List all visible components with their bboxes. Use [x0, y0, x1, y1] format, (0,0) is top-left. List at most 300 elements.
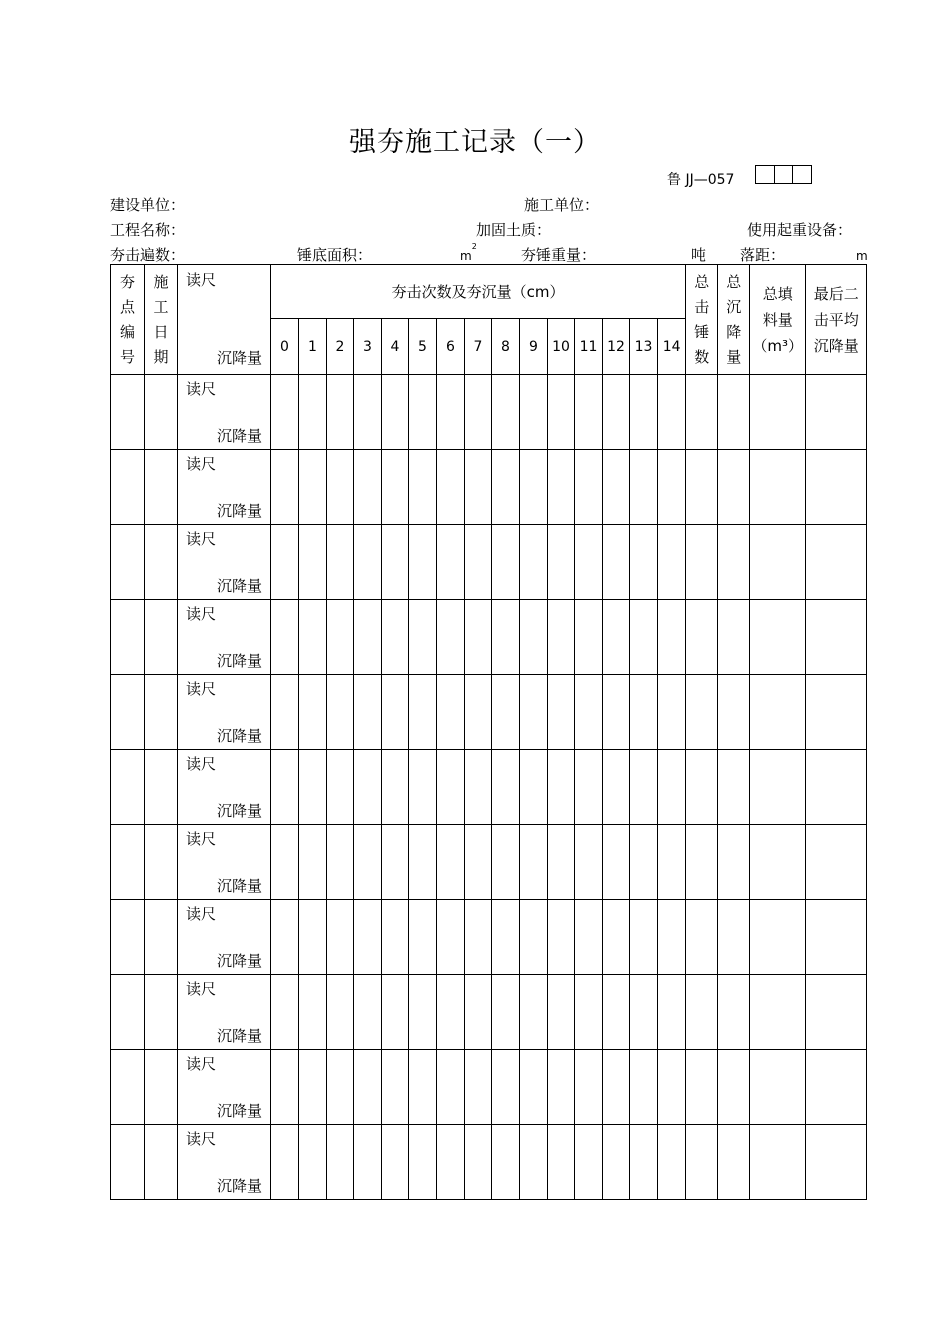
blow-cell[interactable]: [520, 900, 548, 975]
hammer-area-blank[interactable]: [372, 250, 460, 265]
last-two-avg-cell[interactable]: [806, 675, 867, 750]
blow-cell[interactable]: [271, 900, 299, 975]
blow-cell[interactable]: [492, 750, 520, 825]
reading-settlement-cell: [178, 900, 271, 975]
blow-cell[interactable]: [437, 750, 465, 825]
point-number-cell[interactable]: [111, 450, 145, 525]
blow-cell[interactable]: [520, 750, 548, 825]
blows-header: 夯击次数及夯沉量（cm）: [271, 265, 686, 319]
table-row: [111, 450, 867, 525]
total-fill-cell[interactable]: [750, 750, 806, 825]
blow-cell[interactable]: [354, 1125, 382, 1200]
total-fill-cell[interactable]: [750, 825, 806, 900]
settlement-label: 沉降量: [216, 1177, 262, 1195]
blow-cell[interactable]: [630, 750, 658, 825]
blow-cell[interactable]: [382, 1125, 409, 1200]
blow-cell[interactable]: [327, 975, 354, 1050]
blow-cell[interactable]: [299, 525, 327, 600]
point-number-cell[interactable]: [111, 1125, 145, 1200]
hammer-weight-blank[interactable]: [596, 250, 691, 265]
blow-cell[interactable]: [327, 750, 354, 825]
equipment-label: 使用起重设备：: [747, 221, 853, 239]
total-blows-cell[interactable]: [686, 900, 718, 975]
blow-cell[interactable]: [271, 675, 299, 750]
blow-number-2: 2: [327, 319, 354, 375]
blow-cell[interactable]: [354, 525, 382, 600]
settlement-label: 沉降量: [216, 502, 262, 520]
blow-cell[interactable]: [575, 675, 603, 750]
point-number-cell[interactable]: [111, 675, 145, 750]
blow-cell[interactable]: [437, 600, 465, 675]
blow-cell[interactable]: [437, 1125, 465, 1200]
record-table: [110, 264, 867, 1200]
blow-cell[interactable]: [492, 975, 520, 1050]
blow-cell[interactable]: [548, 675, 575, 750]
total-settlement-cell[interactable]: [718, 1050, 750, 1125]
blow-cell[interactable]: [354, 450, 382, 525]
hammer-area-field[interactable]: [297, 244, 477, 265]
blow-cell[interactable]: [492, 675, 520, 750]
reading-label: 读尺: [186, 1130, 217, 1148]
last-two-avg-cell[interactable]: [806, 600, 867, 675]
point-number-cell[interactable]: [111, 375, 145, 450]
blow-cell[interactable]: [520, 1125, 548, 1200]
drop-field[interactable]: [740, 244, 868, 265]
blow-cell[interactable]: [520, 975, 548, 1050]
blow-cell[interactable]: [465, 825, 492, 900]
blow-cell[interactable]: [271, 750, 299, 825]
blow-cell[interactable]: [492, 825, 520, 900]
point-number-cell[interactable]: [111, 900, 145, 975]
blow-cell[interactable]: [437, 375, 465, 450]
blow-cell[interactable]: [465, 450, 492, 525]
blow-cell[interactable]: [327, 1125, 354, 1200]
blow-cell[interactable]: [409, 825, 437, 900]
blow-cell[interactable]: [465, 675, 492, 750]
blow-cell[interactable]: [658, 525, 686, 600]
blow-cell[interactable]: [382, 600, 409, 675]
blow-cell[interactable]: [354, 675, 382, 750]
blow-cell[interactable]: [382, 825, 409, 900]
blow-cell[interactable]: [630, 375, 658, 450]
blow-cell[interactable]: [354, 1050, 382, 1125]
total-settlement-cell[interactable]: [718, 750, 750, 825]
blow-cell[interactable]: [520, 675, 548, 750]
last-two-avg-cell[interactable]: [806, 1125, 867, 1200]
blow-cell[interactable]: [630, 975, 658, 1050]
blow-cell[interactable]: [271, 525, 299, 600]
reading-label: 读尺: [186, 530, 217, 548]
blow-number-3: 3: [354, 319, 382, 375]
blow-cell[interactable]: [520, 825, 548, 900]
reading-label: 读尺: [186, 755, 217, 773]
blow-cell[interactable]: [437, 675, 465, 750]
blow-cell[interactable]: [327, 525, 354, 600]
reading-label: 读尺: [186, 380, 217, 398]
blow-cell[interactable]: [658, 900, 686, 975]
blow-cell[interactable]: [658, 750, 686, 825]
blow-cell[interactable]: [299, 1050, 327, 1125]
blow-cell[interactable]: [299, 975, 327, 1050]
total-fill-cell[interactable]: [750, 1050, 806, 1125]
blow-cell[interactable]: [492, 525, 520, 600]
blow-cell[interactable]: [575, 1050, 603, 1125]
reading-label: 读尺: [186, 455, 217, 473]
point-number-cell[interactable]: [111, 1050, 145, 1125]
total-blows-cell[interactable]: [686, 525, 718, 600]
blow-number-14: 14: [658, 319, 686, 375]
blow-cell[interactable]: [630, 450, 658, 525]
blow-cell[interactable]: [630, 1125, 658, 1200]
blow-cell[interactable]: [299, 375, 327, 450]
table-row: [111, 375, 867, 450]
total-settlement-cell[interactable]: [718, 975, 750, 1050]
table-row: [111, 900, 867, 975]
total-fill-cell[interactable]: [750, 1125, 806, 1200]
blow-cell[interactable]: [548, 375, 575, 450]
total-settlement-cell[interactable]: [718, 375, 750, 450]
blow-cell[interactable]: [630, 825, 658, 900]
reading-settlement-cell: [178, 1125, 271, 1200]
reading-settlement-cell: [178, 825, 271, 900]
blow-cell[interactable]: [409, 450, 437, 525]
blow-number-9: 9: [520, 319, 548, 375]
blow-cell[interactable]: [271, 375, 299, 450]
reading-settlement-cell: [178, 450, 271, 525]
total-blows-cell[interactable]: [686, 750, 718, 825]
blow-cell[interactable]: [299, 825, 327, 900]
blow-cell[interactable]: [409, 1125, 437, 1200]
col-total-blows: 总 击 锤 数: [686, 265, 718, 375]
drop-unit: m: [856, 249, 868, 263]
blow-cell[interactable]: [548, 525, 575, 600]
total-settlement-cell[interactable]: [718, 900, 750, 975]
settlement-label: 沉降量: [216, 1027, 262, 1045]
settlement-label: 沉降量: [216, 727, 262, 745]
blow-cell[interactable]: [271, 1050, 299, 1125]
table-row: [111, 600, 867, 675]
blow-cell[interactable]: [575, 450, 603, 525]
blow-cell[interactable]: [465, 375, 492, 450]
blow-cell[interactable]: [520, 600, 548, 675]
blow-cell[interactable]: [437, 900, 465, 975]
blow-cell[interactable]: [437, 1050, 465, 1125]
blow-cell[interactable]: [409, 975, 437, 1050]
last-two-avg-cell[interactable]: [806, 525, 867, 600]
blow-cell[interactable]: [271, 1125, 299, 1200]
table-row: [111, 825, 867, 900]
blow-cell[interactable]: [575, 525, 603, 600]
last-two-avg-cell[interactable]: [806, 450, 867, 525]
blow-cell[interactable]: [603, 1125, 630, 1200]
blow-cell[interactable]: [271, 975, 299, 1050]
blow-cell[interactable]: [548, 1050, 575, 1125]
last-two-avg-cell[interactable]: [806, 1050, 867, 1125]
blow-cell[interactable]: [437, 450, 465, 525]
total-fill-cell[interactable]: [750, 975, 806, 1050]
settlement-label: 沉降量: [216, 577, 262, 595]
blow-number-12: 12: [603, 319, 630, 375]
blow-cell[interactable]: [382, 525, 409, 600]
blow-cell[interactable]: [548, 825, 575, 900]
reading-settlement-cell: [178, 1050, 271, 1125]
blow-cell[interactable]: [409, 525, 437, 600]
blow-cell[interactable]: [299, 900, 327, 975]
date-cell[interactable]: [145, 1050, 178, 1125]
blow-cell[interactable]: [409, 600, 437, 675]
blow-cell[interactable]: [492, 900, 520, 975]
blow-cell[interactable]: [437, 525, 465, 600]
blow-number-6: 6: [437, 319, 465, 375]
table-row: [111, 525, 867, 600]
total-settlement-cell[interactable]: [718, 825, 750, 900]
blow-cell[interactable]: [575, 600, 603, 675]
blow-cell[interactable]: [575, 825, 603, 900]
blow-cell[interactable]: [603, 600, 630, 675]
total-fill-cell[interactable]: [750, 525, 806, 600]
blow-number-7: 7: [465, 319, 492, 375]
blow-cell[interactable]: [658, 375, 686, 450]
blow-cell[interactable]: [630, 600, 658, 675]
total-blows-cell[interactable]: [686, 675, 718, 750]
point-number-cell[interactable]: [111, 600, 145, 675]
last-two-avg-cell[interactable]: [806, 975, 867, 1050]
blow-cell[interactable]: [327, 825, 354, 900]
blow-number-13: 13: [630, 319, 658, 375]
blow-cell[interactable]: [603, 675, 630, 750]
blow-number-1: 1: [299, 319, 327, 375]
date-cell[interactable]: [145, 975, 178, 1050]
point-number-cell[interactable]: [111, 750, 145, 825]
blow-cell[interactable]: [327, 450, 354, 525]
blow-cell[interactable]: [382, 750, 409, 825]
blow-cell[interactable]: [271, 825, 299, 900]
blow-cell[interactable]: [271, 600, 299, 675]
table-row: [111, 1050, 867, 1125]
blow-cell[interactable]: [327, 375, 354, 450]
blow-cell[interactable]: [658, 450, 686, 525]
blow-cell[interactable]: [327, 900, 354, 975]
total-fill-cell[interactable]: [750, 900, 806, 975]
blow-cell[interactable]: [630, 900, 658, 975]
last-two-avg-cell[interactable]: [806, 900, 867, 975]
blow-cell[interactable]: [658, 1050, 686, 1125]
blow-cell[interactable]: [327, 600, 354, 675]
weight-unit: 吨: [691, 246, 707, 264]
blow-cell[interactable]: [354, 900, 382, 975]
form-code: 鲁 JJ—057: [667, 172, 735, 188]
blow-cell[interactable]: [603, 450, 630, 525]
blow-cell[interactable]: [409, 675, 437, 750]
blow-cell[interactable]: [465, 900, 492, 975]
hammer-weight-label: 夯锤重量：: [521, 246, 597, 264]
total-blows-cell[interactable]: [686, 975, 718, 1050]
blow-number-11: 11: [575, 319, 603, 375]
blow-cell[interactable]: [465, 975, 492, 1050]
table-row: [111, 675, 867, 750]
col-reading-settlement: 读尺 沉降量: [178, 265, 271, 375]
point-number-cell[interactable]: [111, 825, 145, 900]
blow-cell[interactable]: [603, 375, 630, 450]
blow-cell[interactable]: [409, 900, 437, 975]
blow-cell[interactable]: [354, 975, 382, 1050]
col-last-two-avg: 最后二 击平均 沉降量: [806, 265, 867, 375]
total-settlement-cell[interactable]: [718, 450, 750, 525]
total-fill-cell[interactable]: [750, 450, 806, 525]
total-fill-cell[interactable]: [750, 675, 806, 750]
project-label: 工程名称：: [110, 221, 186, 239]
blow-cell[interactable]: [299, 450, 327, 525]
blow-cell[interactable]: [465, 1125, 492, 1200]
blow-cell[interactable]: [520, 525, 548, 600]
last-two-avg-cell[interactable]: [806, 825, 867, 900]
area-exponent: 2: [471, 242, 477, 251]
blow-cell[interactable]: [548, 750, 575, 825]
blow-cell[interactable]: [630, 525, 658, 600]
table-row: [111, 1125, 867, 1200]
blow-cell[interactable]: [465, 600, 492, 675]
blow-cell[interactable]: [299, 1125, 327, 1200]
settlement-label: 沉降量: [216, 952, 262, 970]
reading-label: 读尺: [186, 980, 217, 998]
total-settlement-cell[interactable]: [718, 525, 750, 600]
settlement-label: 沉降量: [216, 427, 262, 445]
blow-cell[interactable]: [327, 675, 354, 750]
blow-cell[interactable]: [548, 975, 575, 1050]
form-code-boxes[interactable]: [755, 165, 812, 184]
blow-cell[interactable]: [465, 750, 492, 825]
date-cell[interactable]: [145, 375, 178, 450]
builder-label: 建设单位：: [110, 196, 186, 214]
date-cell[interactable]: [145, 675, 178, 750]
blow-cell[interactable]: [437, 975, 465, 1050]
blow-cell[interactable]: [630, 1050, 658, 1125]
total-settlement-cell[interactable]: [718, 600, 750, 675]
total-blows-cell[interactable]: [686, 600, 718, 675]
total-blows-cell[interactable]: [686, 375, 718, 450]
blow-cell[interactable]: [437, 825, 465, 900]
blow-cell[interactable]: [658, 675, 686, 750]
blow-cell[interactable]: [603, 900, 630, 975]
blow-cell[interactable]: [492, 600, 520, 675]
blow-cell[interactable]: [603, 975, 630, 1050]
blow-cell[interactable]: [658, 825, 686, 900]
blow-cell[interactable]: [382, 375, 409, 450]
blow-cell[interactable]: [603, 1050, 630, 1125]
blow-cell[interactable]: [354, 750, 382, 825]
date-cell[interactable]: [145, 1125, 178, 1200]
blow-cell[interactable]: [548, 600, 575, 675]
total-blows-cell[interactable]: [686, 825, 718, 900]
constructor-label: 施工单位：: [524, 196, 600, 214]
total-settlement-cell[interactable]: [718, 675, 750, 750]
drop-blank[interactable]: [785, 250, 856, 265]
blow-cell[interactable]: [548, 450, 575, 525]
total-fill-cell[interactable]: [750, 375, 806, 450]
settlement-label: 沉降量: [216, 652, 262, 670]
date-cell[interactable]: [145, 450, 178, 525]
blow-cell[interactable]: [658, 975, 686, 1050]
blow-cell[interactable]: [520, 450, 548, 525]
blow-cell[interactable]: [382, 1050, 409, 1125]
blow-cell[interactable]: [382, 900, 409, 975]
blow-cell[interactable]: [492, 375, 520, 450]
blow-cell[interactable]: [354, 825, 382, 900]
blow-cell[interactable]: [658, 1125, 686, 1200]
reading-label: 读尺: [186, 680, 217, 698]
date-cell[interactable]: [145, 825, 178, 900]
total-blows-cell[interactable]: [686, 1125, 718, 1200]
col-construction-date: 施 工 日 期: [145, 265, 178, 375]
total-blows-cell[interactable]: [686, 450, 718, 525]
col-total-settlement: 总 沉 降 量: [718, 265, 750, 375]
point-number-cell[interactable]: [111, 975, 145, 1050]
blow-cell[interactable]: [575, 975, 603, 1050]
blow-cell[interactable]: [603, 825, 630, 900]
blow-cell[interactable]: [299, 600, 327, 675]
reading-label: 读尺: [186, 830, 217, 848]
blow-cell[interactable]: [299, 675, 327, 750]
blow-cell[interactable]: [492, 1125, 520, 1200]
settlement-label: 沉降量: [216, 877, 262, 895]
blow-cell[interactable]: [575, 900, 603, 975]
total-fill-cell[interactable]: [750, 600, 806, 675]
hammer-area-label: 锤底面积：: [297, 246, 373, 264]
blow-cell[interactable]: [658, 600, 686, 675]
blow-cell[interactable]: [382, 975, 409, 1050]
blow-cell[interactable]: [327, 1050, 354, 1125]
date-cell[interactable]: [145, 900, 178, 975]
settlement-label: 沉降量: [216, 802, 262, 820]
blow-cell[interactable]: [548, 1125, 575, 1200]
reading-settlement-cell: [178, 975, 271, 1050]
blow-cell[interactable]: [465, 525, 492, 600]
blow-cell[interactable]: [630, 675, 658, 750]
blow-cell[interactable]: [520, 375, 548, 450]
blow-cell[interactable]: [492, 1050, 520, 1125]
blow-cell[interactable]: [409, 1050, 437, 1125]
blow-cell[interactable]: [575, 750, 603, 825]
blow-cell[interactable]: [548, 900, 575, 975]
blow-cell[interactable]: [409, 375, 437, 450]
blow-cell[interactable]: [271, 450, 299, 525]
blow-cell[interactable]: [575, 375, 603, 450]
total-settlement-cell[interactable]: [718, 1125, 750, 1200]
reading-settlement-cell: [178, 750, 271, 825]
blow-cell[interactable]: [575, 1125, 603, 1200]
blow-cell[interactable]: [465, 1050, 492, 1125]
blow-cell[interactable]: [382, 675, 409, 750]
blow-cell[interactable]: [492, 450, 520, 525]
last-two-avg-cell[interactable]: [806, 750, 867, 825]
blow-cell[interactable]: [603, 750, 630, 825]
blow-cell[interactable]: [354, 600, 382, 675]
date-cell[interactable]: [145, 600, 178, 675]
date-cell[interactable]: [145, 750, 178, 825]
blow-cell[interactable]: [382, 450, 409, 525]
blow-cell[interactable]: [354, 375, 382, 450]
date-cell[interactable]: [145, 525, 178, 600]
blow-cell[interactable]: [520, 1050, 548, 1125]
total-blows-cell[interactable]: [686, 1050, 718, 1125]
blow-cell[interactable]: [409, 750, 437, 825]
hammer-weight-field[interactable]: [521, 244, 706, 265]
table-row: [111, 750, 867, 825]
last-two-avg-cell[interactable]: [806, 375, 867, 450]
point-number-cell[interactable]: [111, 525, 145, 600]
blow-cell[interactable]: [299, 750, 327, 825]
blow-cell[interactable]: [603, 525, 630, 600]
